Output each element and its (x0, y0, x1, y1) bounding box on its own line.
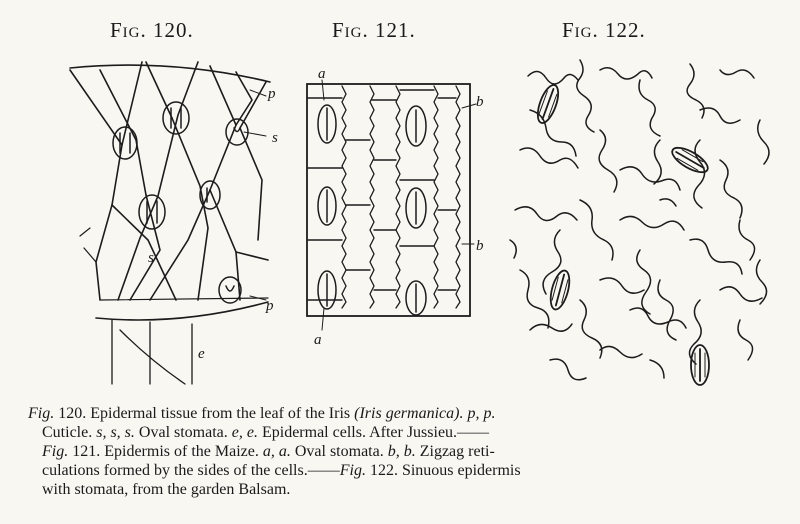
caption-italic-text: (Iris germanica). p, p. (354, 405, 496, 422)
fig-120-label-p-top: p (268, 86, 276, 102)
fig-122-title: Fig. 122. (562, 18, 646, 42)
fig-120-title: Fig. 120. (110, 18, 194, 42)
caption-italic-text: b, b. (387, 443, 416, 460)
fig-122-sinuous-walls (510, 60, 769, 380)
fig-121-label-b-top: b (476, 94, 484, 110)
caption-italic-text: s, s, s. (96, 424, 135, 441)
fig-121-label-b-bottom: b (476, 238, 484, 254)
fig-122-stomata (534, 82, 712, 385)
figure-caption (28, 404, 788, 499)
caption-text: 122. Sinuous epidermis (365, 462, 521, 479)
fig-120-label-s-right: s (272, 130, 278, 146)
caption-line-5 (28, 480, 788, 499)
fig-120-label-s-center: s (148, 250, 154, 266)
caption-line-2 (28, 423, 788, 442)
caption-italic-text: e, e. (231, 424, 258, 441)
fig-121-label-a-bottom: a (314, 332, 322, 348)
fig-121-label-a-top: a (318, 66, 326, 82)
caption-text: Cuticle. (42, 424, 97, 441)
caption-line-1 (28, 404, 788, 423)
caption-fig-ref: Fig. (339, 462, 366, 479)
caption-text: Zigzag reti- (415, 443, 495, 460)
caption-line-4 (28, 461, 788, 480)
caption-fig-ref: Fig. (42, 443, 69, 460)
caption-text: 121. Epidermis of the Maize. (68, 443, 263, 460)
fig-120-label-p-bottom: p (266, 298, 274, 314)
caption-line-3 (28, 442, 788, 461)
caption-text: with stomata, from the garden Balsam. (42, 481, 291, 498)
caption-text: Oval stomata. (290, 443, 388, 460)
caption-fig-ref: Fig. (28, 405, 55, 422)
fig-121-title: Fig. 121. (332, 18, 416, 42)
caption-text: 120. Epidermal tissue from the leaf of the Iris (54, 405, 355, 422)
caption-italic-text: a, a. (262, 443, 291, 460)
fig-120-label-e: e (198, 346, 205, 362)
caption-text: Epidermal cells. After Jussieu.—— (257, 424, 490, 441)
caption-text: Oval stomata. (134, 424, 232, 441)
caption-text: culations formed by the sides of the cells.—— (42, 462, 340, 479)
